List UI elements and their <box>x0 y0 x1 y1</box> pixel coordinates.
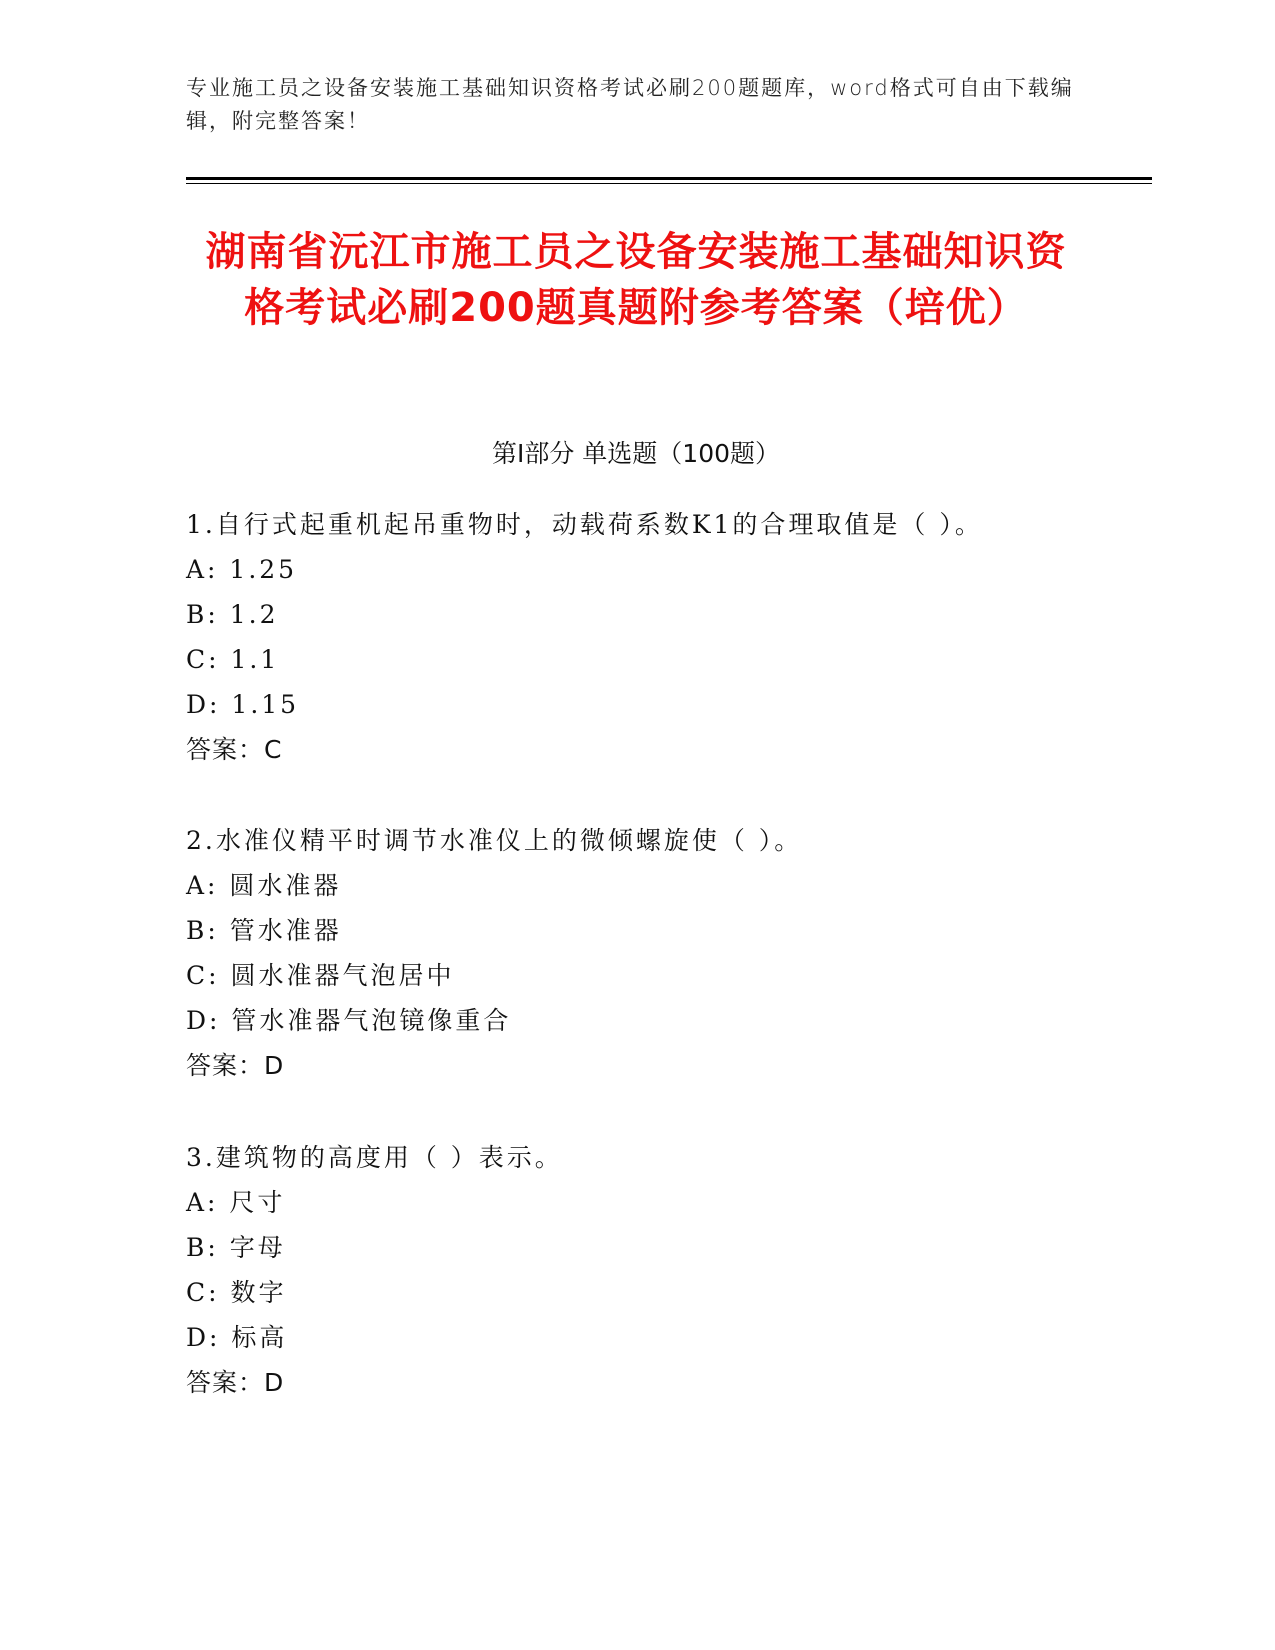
option-a: A: 1.25 <box>186 555 298 584</box>
question-stem: 3.建筑物的高度用（ ）表示。 <box>186 1143 563 1172</box>
option-b: B: 管水准器 <box>186 916 342 945</box>
answer: 答案：C <box>186 735 283 764</box>
option-b: B: 1.2 <box>186 600 279 629</box>
section-title: 第Ⅰ部分 单选题（100题） <box>491 439 781 468</box>
header-rule-thick <box>186 177 1152 180</box>
option-c: C: 数字 <box>186 1278 287 1307</box>
option-d: D: 管水准器气泡镜像重合 <box>186 1006 512 1035</box>
option-b: B: 字母 <box>186 1233 286 1262</box>
document-title: 湖南省沅江市施工员之设备安装施工基础知识资格考试必刷200题真题附参考答案（培优） <box>205 229 1067 331</box>
option-c: C: 圆水准器气泡居中 <box>186 961 455 990</box>
question-stem: 1.自行式起重机起吊重物时，动载荷系数K1的合理取值是（ ）。 <box>186 510 983 539</box>
header-note: 专业施工员之设备安装施工基础知识资格考试必刷200题题库，word格式可自由下载编辑，附完整答案！ <box>186 76 1074 133</box>
question-2 <box>186 818 1136 1088</box>
header-rule-thin <box>186 183 1152 184</box>
option-a: A: 圆水准器 <box>186 871 342 900</box>
answer: 答案：D <box>186 1051 285 1080</box>
option-a: A: 尺寸 <box>186 1188 286 1217</box>
question-3 <box>186 1135 1136 1405</box>
question-1 <box>186 502 1136 772</box>
option-d: D: 1.15 <box>186 690 300 719</box>
question-stem: 2.水准仪精平时调节水准仪上的微倾螺旋使（ ）。 <box>186 826 803 855</box>
answer: 答案：D <box>186 1368 285 1397</box>
option-c: C: 1.1 <box>186 645 280 674</box>
option-d: D: 标高 <box>186 1323 288 1352</box>
